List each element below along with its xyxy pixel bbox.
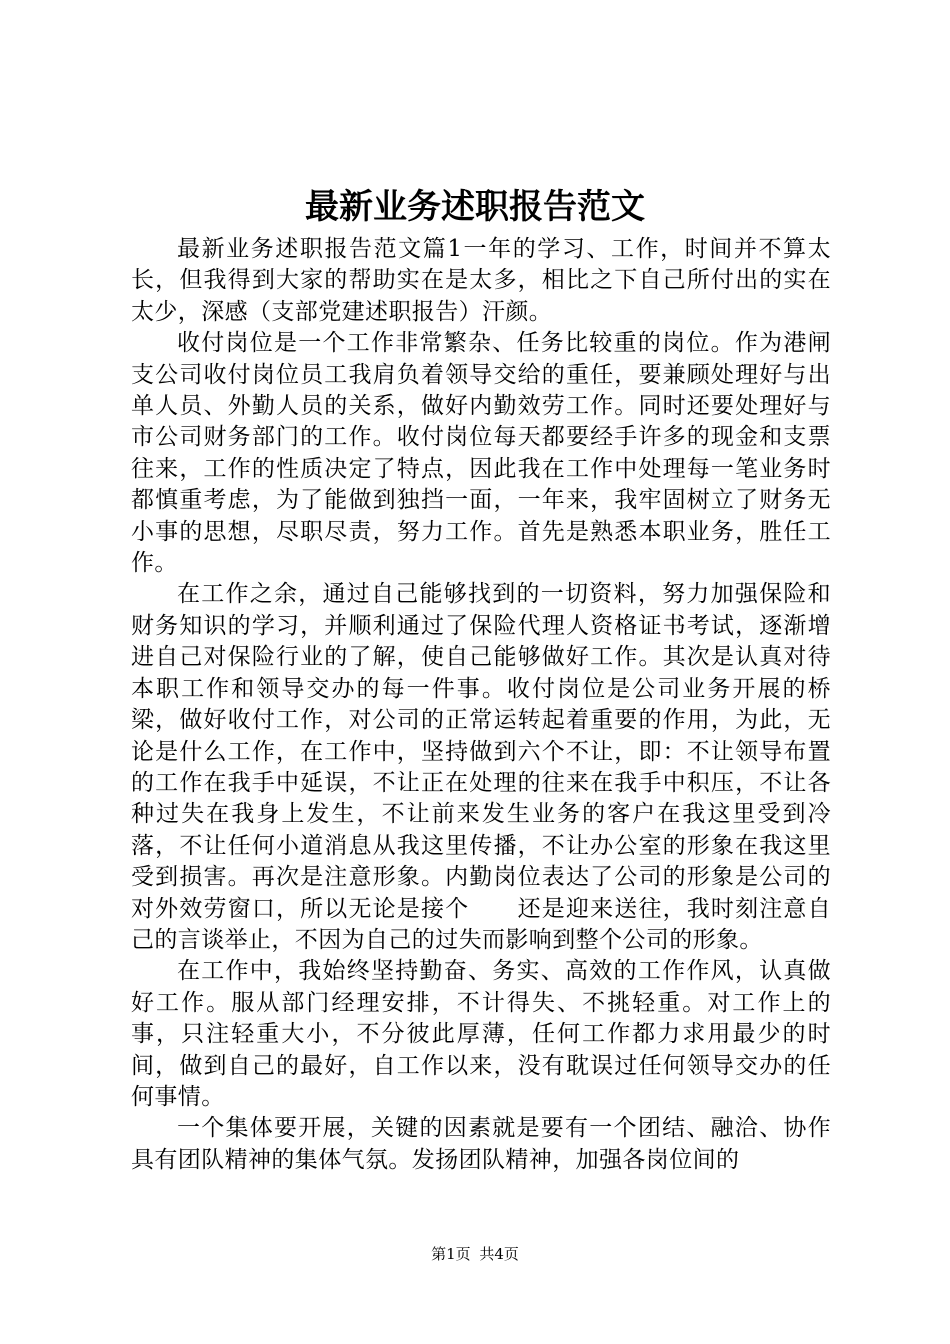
- document-body: [131, 234, 831, 1176]
- paragraph: 收付岗位是一个工作非常繁杂、任务比较重的岗位。作为港闸支公司收付岗位员工我肩负着领导交给的重任，要兼顾处理好与出单人员、外勤人员的关系，做好内勤效劳工作。同时还要处理好与市公司财务部门的工作。收付岗位每天都要经手许多的现金和支票往来，工作的性质决定了特点，因此我在工作中处理每一笔业务时都慎重考虑，为了能做到独挡一面，一年来，我牢固树立了财务无小事的思想，尽职尽责，努力工作。首先是熟悉本职业务，胜任工作。: [131, 330, 831, 577]
- page-total: 共4页: [479, 1245, 519, 1263]
- page-footer: [0, 1244, 950, 1264]
- paragraph: 一个集体要开展，关键的因素就是要有一个团结、融洽、协作具有团队精神的集体气氛。发扬团队精神，加强各岗位间的: [131, 1115, 831, 1173]
- document-title: 最新业务述职报告范文: [305, 187, 645, 227]
- page-number: 第1页: [431, 1245, 471, 1263]
- paragraph: 在工作中，我始终坚持勤奋、务实、高效的工作作风，认真做好工作。服从部门经理安排，不计得失、不挑轻重。对工作上的事，只注轻重大小，不分彼此厚薄，任何工作都力求用最少的时间，做到自己的最好，自工作以来，没有耽误过任何领导交办的任何事情。: [131, 958, 831, 1110]
- paragraph: 在工作之余，通过自己能够找到的一切资料，努力加强保险和财务知识的学习，并顺利通过了保险代理人资格证书考试，逐渐增进自己对保险行业的了解，使自己能够做好工作。其次是认真对待本职工作和领导交办的每一件事。收付岗位是公司业务开展的桥梁，做好收付工作，对公司的正常运转起着重要的作用，为此，无论是什么工作，在工作中，坚持做到六个不让，即：不让领导布置的工作在我手中延误，不让正在处理的往来在我手中积压，不让各种过失在我身上发生，不让前来发生业务的客户在我这里受到冷落，不让任何小道消息从我这里传播，不让办公室的形象在我这里受到损害。再次是注意形象。内勤岗位表达了公司的形象是公司的对外效劳窗口，所以无论是接个 还是迎来送往，我时刻注意自己的言谈举止，不因为自己的过失而影响到整个公司的形象。: [131, 581, 831, 953]
- paragraph: 最新业务述职报告范文篇1一年的学习、工作，时间并不算太长，但我得到大家的帮助实在是太多，相比之下自己所付出的实在太少，深感（支部党建述职报告）汗颜。: [131, 236, 831, 325]
